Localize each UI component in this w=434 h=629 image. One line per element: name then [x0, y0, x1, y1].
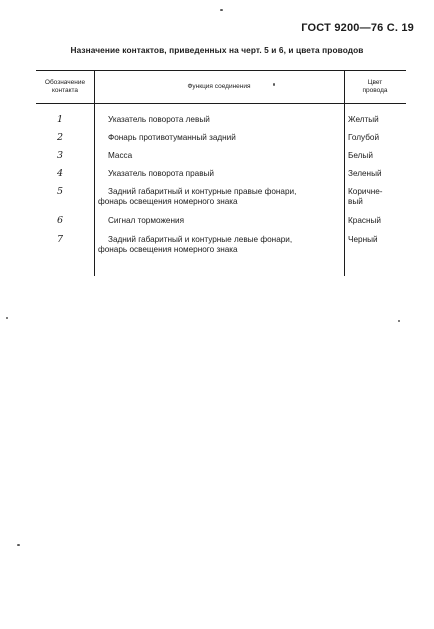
- function-line: Задний габаритный и контурные левые фонари,: [108, 235, 293, 244]
- wire-color: Голубой: [348, 133, 380, 142]
- function-line: Задний габаритный и контурные правые фонари,: [108, 187, 297, 196]
- scan-speck: [6, 317, 8, 319]
- wire-color: Зеленый: [348, 169, 382, 178]
- connection-function: [98, 169, 342, 179]
- function-line: Масса: [108, 151, 133, 160]
- function-line: фонарь освещения номерного знака: [98, 197, 238, 206]
- contact-number: 1: [56, 114, 64, 125]
- column-header-color-line: Цвет: [367, 79, 383, 86]
- column-header-contact: [36, 70, 94, 103]
- function-line: фонарь освещения номерного знака: [98, 245, 238, 254]
- wire-color: Красный: [348, 216, 381, 225]
- contact-number: 3: [56, 150, 64, 161]
- connection-function: [98, 216, 342, 226]
- wire-color: Желтый: [348, 115, 379, 124]
- connection-function: [98, 187, 342, 207]
- wire-color-line: Коричне-: [348, 187, 383, 196]
- wire-color-line: вый: [348, 197, 363, 206]
- column-header-color: [344, 70, 406, 103]
- contact-number: 5: [56, 186, 64, 197]
- function-line: Указатель поворота левый: [108, 115, 210, 124]
- contact-number: 6: [56, 215, 64, 226]
- wire-color: Белый: [348, 151, 373, 160]
- column-header-contact-line: Обозначение: [44, 79, 86, 86]
- connection-function: [98, 115, 342, 125]
- scan-speck: [398, 320, 400, 322]
- contact-number: 2: [56, 132, 64, 143]
- wire-color: [348, 187, 404, 207]
- contact-number: 4: [56, 168, 64, 179]
- wire-color: Черный: [348, 235, 378, 244]
- page-header: ГОСТ 9200—76 С. 19: [301, 22, 414, 34]
- contacts-table: [36, 70, 406, 276]
- function-line: Сигнал торможения: [108, 216, 185, 225]
- column-header-contact-line: контакта: [51, 86, 79, 94]
- connection-function: [98, 235, 342, 255]
- connection-function: [98, 151, 342, 161]
- connection-function: [98, 133, 342, 143]
- table-caption: Назначение контактов, приведенных на черт. 5 и 6, и цвета проводов: [70, 45, 364, 55]
- function-line: Указатель поворота правый: [108, 169, 214, 178]
- scan-speck: [17, 544, 20, 546]
- scan-speck: [220, 9, 223, 11]
- function-line: Фонарь противотуманный задний: [108, 133, 236, 142]
- column-header-color-line: провода: [362, 86, 388, 94]
- table-header-rule: [36, 103, 406, 104]
- column-header-function: Функция соединения: [187, 82, 251, 90]
- contact-number: 7: [56, 234, 64, 245]
- scan-speck: [273, 83, 275, 86]
